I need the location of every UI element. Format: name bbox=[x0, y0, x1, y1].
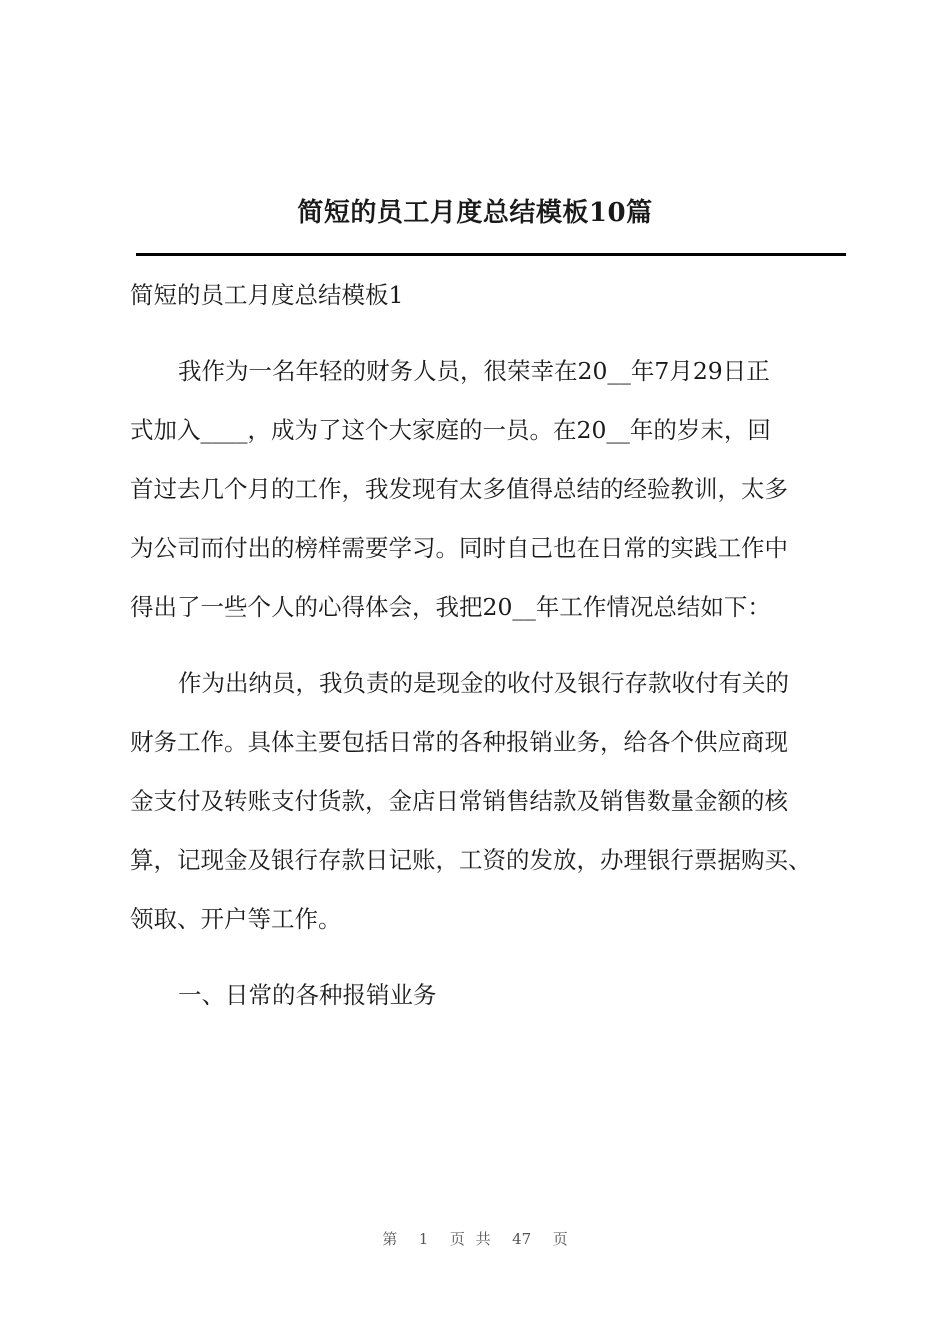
paragraph-gap bbox=[130, 637, 846, 654]
body-line: 为公司而付出的榜样需要学习。同时自己也在日常的实践工作中 bbox=[130, 534, 788, 562]
paragraph-gap bbox=[130, 325, 846, 342]
body-line: 作为出纳员，我负责的是现金的收付及银行存款收付有关的 bbox=[178, 669, 789, 697]
document-title: 简短的员工月度总结模板10篇 bbox=[297, 198, 653, 228]
subheading-line: 一、日常的各种报销业务 bbox=[178, 981, 437, 1009]
title-divider bbox=[136, 253, 846, 256]
document-body bbox=[130, 266, 846, 1025]
body-line: 首过去几个月的工作，我发现有太多值得总结的经验教训，太多 bbox=[130, 475, 788, 503]
body-line: 式加入____，成为了这个大家庭的一员。在20__年的岁末，回 bbox=[130, 416, 771, 444]
body-line: 我作为一名年轻的财务人员，很荣幸在20__年7月29日正 bbox=[178, 357, 770, 385]
body-line: 财务工作。具体主要包括日常的各种报销业务，给各个供应商现 bbox=[130, 728, 788, 756]
section-heading: 简短的员工月度总结模板1 bbox=[130, 281, 404, 309]
body-line: 领取、开户等工作。 bbox=[130, 905, 342, 933]
page-number-footer: 第 1 页 共 47 页 bbox=[382, 1230, 568, 1248]
body-line: 得出了一些个人的心得体会，我把20__年工作情况总结如下： bbox=[130, 593, 771, 621]
body-line: 金支付及转账支付货款，金店日常销售结款及销售数量金额的核 bbox=[130, 787, 788, 815]
paragraph-gap bbox=[130, 949, 846, 966]
body-line: 算，记现金及银行存款日记账，工资的发放，办理银行票据购买、 bbox=[130, 846, 812, 874]
